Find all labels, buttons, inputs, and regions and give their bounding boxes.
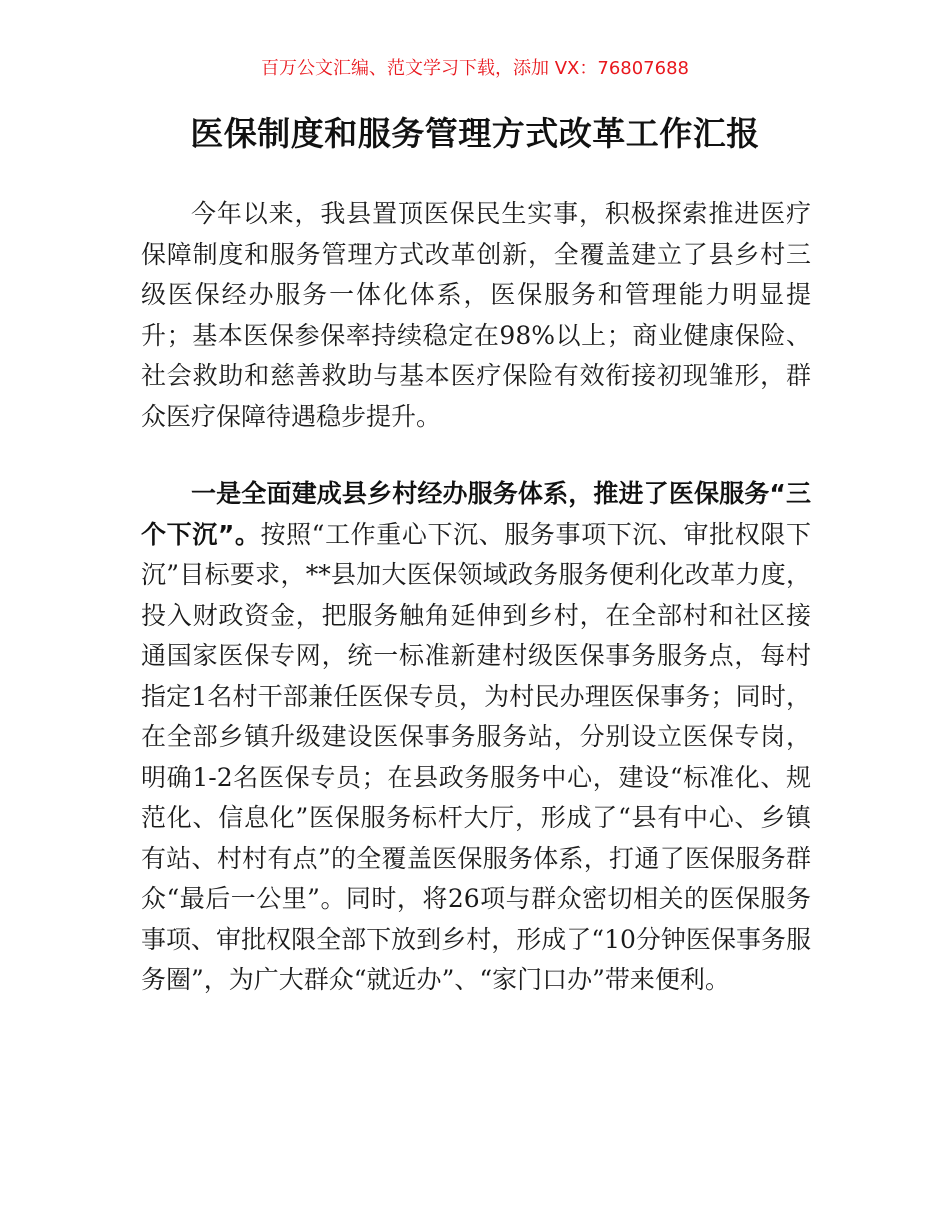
- paragraph-section-one: [141, 474, 811, 1001]
- promo-banner: 百万公文汇编、范文学习下载，添加 VX：76807688: [261, 58, 689, 79]
- document-title: 医保制度和服务管理方式改革工作汇报: [190, 114, 760, 153]
- paragraph-section-one-heading: 一是全面建成县乡村经办服务体系，推进了医保服务“三个下沉”。: [141, 479, 811, 549]
- paragraph-section-one-text: 按照“工作重心下沉、服务事项下沉、审批权限下沉”目标要求，**县加大医保领域政务服务便利化改革力度，投入财政资金，把服务触角延伸到乡村，在全部村和社区接通国家医保专网，统一标准新建村级医保事务服务点，每村指定1名村干部兼任医保专员，为村民办理医保事务；同时，在全部乡镇升级建设医保事务服务站，分别设立医保专岗，明确1-2名医保专员；在县政务服务中心，建设“标准化、规范化、信息化”医保服务标杆大厅，形成了“县有中心、乡镇有站、村村有点”的全覆盖医保服务体系，打通了医保服务群众“最后一公里”。同时，将26项与群众密切相关的医保服务事项、审批权限全部下放到乡村，形成了“10分钟医保事务服务圈”，为广大群众“就近办”、“家门口办”带来便利。: [141, 519, 811, 994]
- paragraph-intro-text: 今年以来，我县置顶医保民生实事，积极探索推进医疗保障制度和服务管理方式改革创新，全覆盖建立了县乡村三级医保经办服务一体化体系，医保服务和管理能力明显提升；基本医保参保率持续稳定在98%以上；商业健康保险、社会救助和慈善救助与基本医疗保险有效衔接初现雏形，群众医疗保障待遇稳步提升。: [141, 199, 811, 431]
- paragraph-intro: [141, 194, 811, 437]
